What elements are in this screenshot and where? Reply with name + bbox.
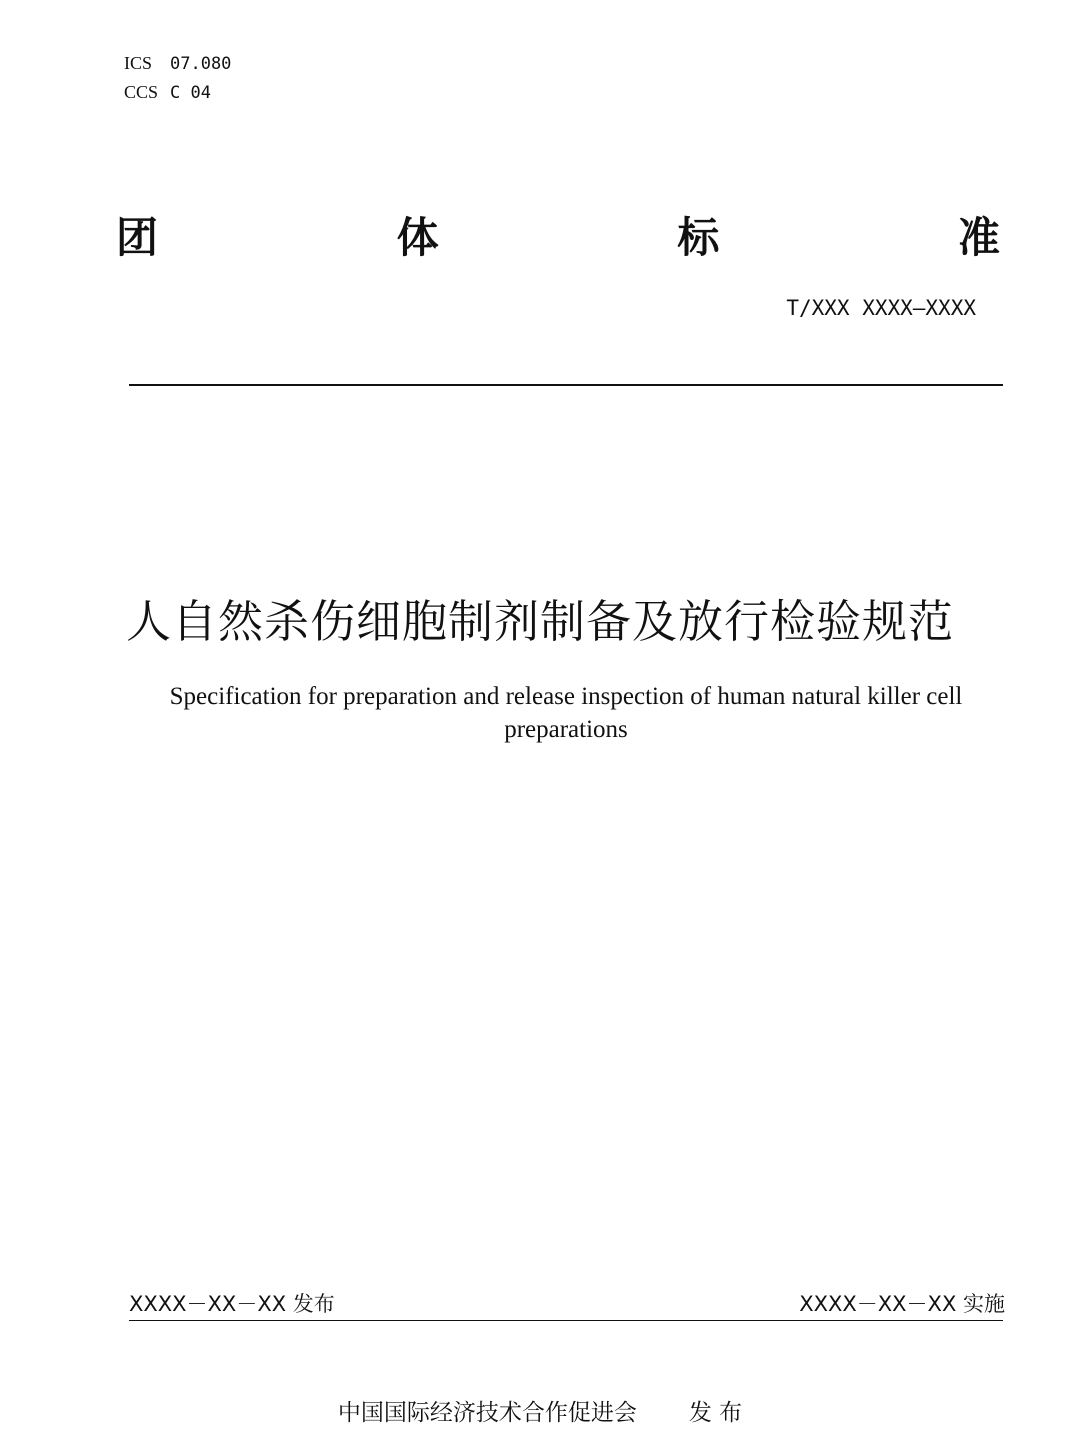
standard-number: T/XXX XXXX—XXXX bbox=[786, 296, 976, 320]
publisher-organization: 中国国际经济技术合作促进会 bbox=[337, 1400, 637, 1426]
top-divider bbox=[129, 384, 1003, 386]
implementation-date: XXXX－XX－XX 实施 bbox=[799, 1292, 1005, 1316]
title-chinese: 人自然杀伤细胞制剂制备及放行检验规范 bbox=[125, 595, 954, 648]
document-type-heading bbox=[116, 205, 1000, 265]
issue-date: XXXX－XX－XX 发布 bbox=[129, 1292, 335, 1316]
ics-code bbox=[124, 51, 231, 76]
bottom-divider bbox=[129, 1320, 1003, 1321]
title-english-line-1: Specification for preparation and release inspection of human natural killer cell bbox=[169, 683, 963, 710]
doc-type-char: 标 bbox=[677, 213, 720, 262]
doc-type-char: 准 bbox=[957, 213, 1000, 262]
publish-label: 发 布 bbox=[688, 1400, 743, 1426]
ics-value: 07.080 bbox=[170, 54, 232, 74]
title-english bbox=[140, 680, 992, 746]
ics-label: ICS bbox=[124, 53, 153, 73]
title-english-line-2: preparations bbox=[504, 716, 628, 743]
ccs-label: CCS bbox=[124, 82, 159, 102]
ccs-code bbox=[124, 80, 211, 105]
ccs-value: C 04 bbox=[170, 83, 211, 103]
doc-type-char: 团 bbox=[116, 213, 159, 262]
doc-type-char: 体 bbox=[396, 213, 439, 262]
publisher-line bbox=[0, 1394, 1080, 1427]
